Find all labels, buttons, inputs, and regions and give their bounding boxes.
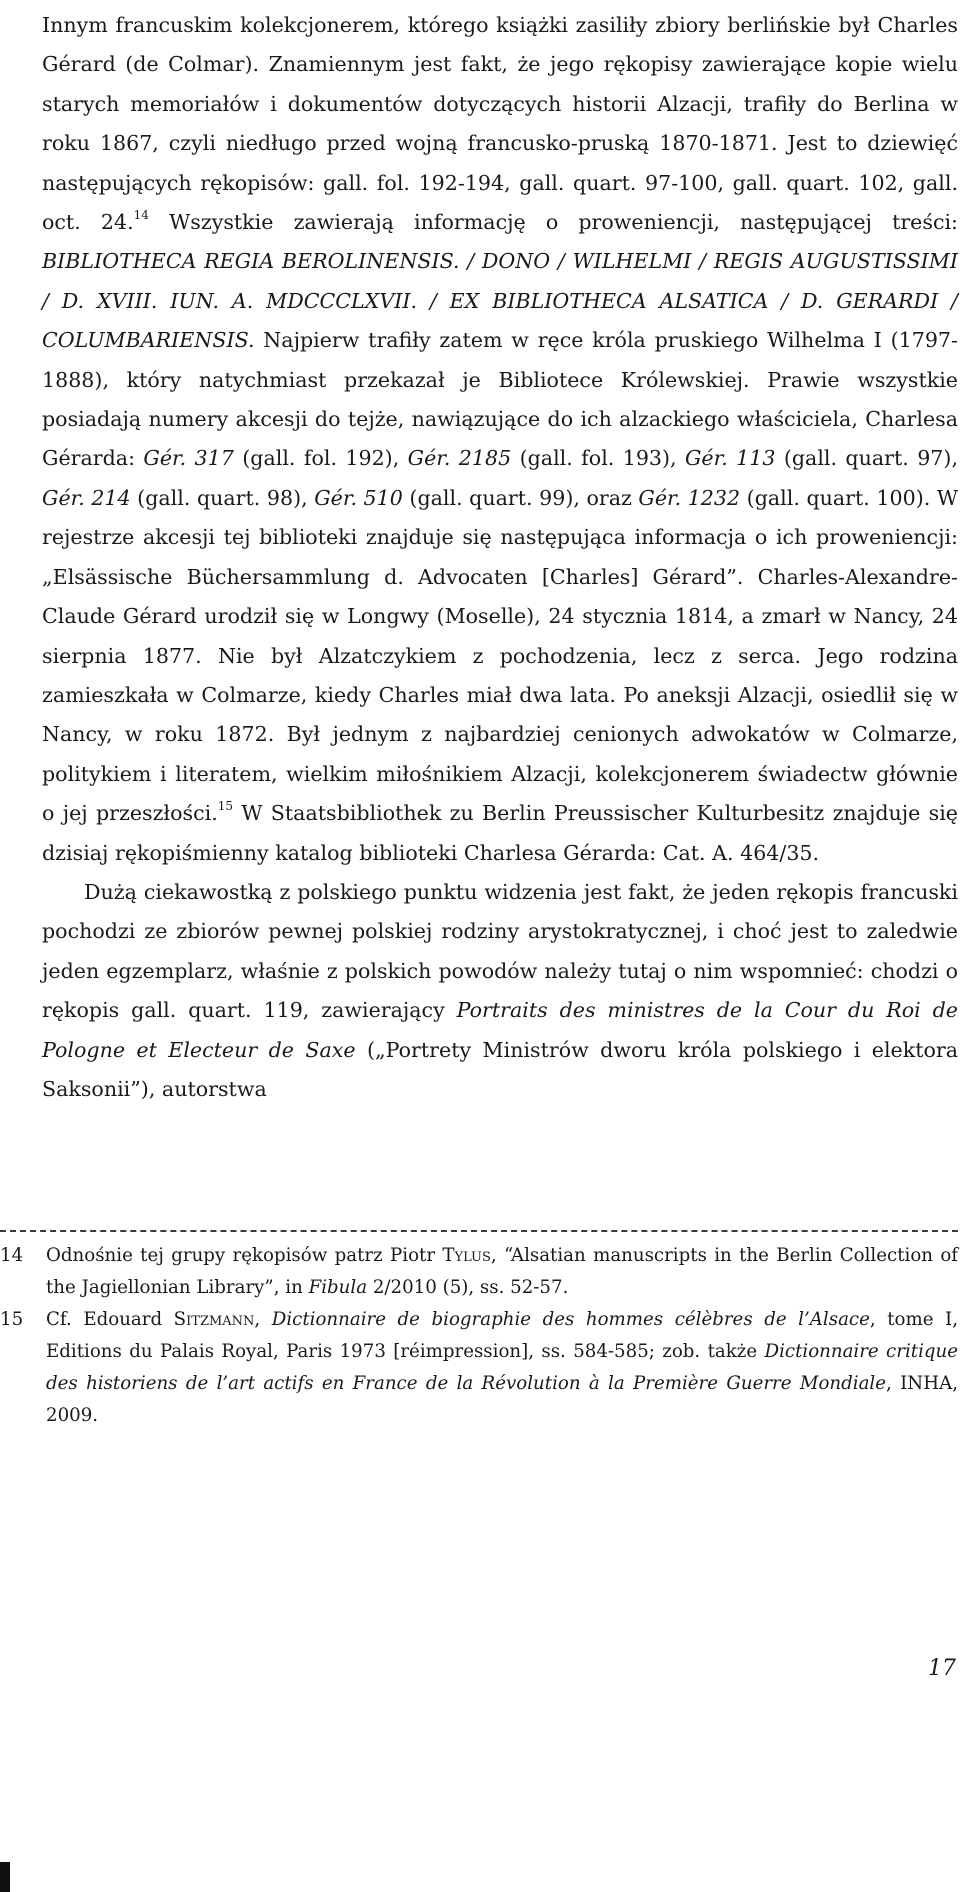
journal-title: Fibula: [308, 1277, 368, 1298]
footnote-divider: [0, 1230, 958, 1232]
text-run: , INHA, 2009.: [46, 1373, 958, 1426]
footnote-15: [0, 1304, 958, 1432]
text-run: Innym francuskim kolekcjonerem, którego książki zasiliły zbiory berlińskie był Charles Gérard (de Colmar). Znamiennym jest fakt, że jego rękopisy zawierające kopie wielu starych memoriałów i dokumentów dotyczących historii Alzacji, trafiły do Berlina w roku 1867, czyli niedługo przed wojną francusko-pruską 1870-1871. Jest to dziewięć następujących rękopisów: gall. fol. 192-194, gall. quart. 97-100, gall. quart. 102, gall. oct. 24.: [42, 13, 958, 235]
text-run: Odnośnie tej grupy rękopisów patrz Piotr: [46, 1245, 443, 1266]
crop-mark: [0, 1862, 10, 1892]
accession-number: Gér. 317: [143, 446, 234, 471]
text-run: („Portrety Ministrów dworu króla polskiego i elektora Saksonii”), autorstwa: [42, 1037, 959, 1101]
text-run: (gall. fol. 193),: [511, 446, 685, 471]
footnote-text: [46, 1240, 958, 1304]
provenance-inscription: BIBLIOTHECA REGIA BEROLINENSIS. / DONO / WILHELMI / REGIS AUGUSTISSIMI / D. XVIII. IUN. A. MDCCCLXVII. / EX BIBLIOTHECA ALSATICA / D. GERARDI / COLUMBARIENSIS.: [42, 249, 958, 353]
footnote-text: [46, 1304, 958, 1432]
text-run: , “Alsatian manuscripts in the Berlin Collection of the Jagiellonian Library”, in: [46, 1245, 958, 1298]
text-run: Najpierw trafiły zatem w ręce króla pruskiego Wilhelma I (1797-1888), który natychmiast przekazał je Bibliotece Królewskiej. Prawie wszystkie posiadają numery akcesji do tejże, nawiązujące do ich alzackiego właściciela, Charlesa Gérarda:: [42, 328, 958, 471]
accession-number: Gér. 113: [684, 446, 776, 471]
footnote-ref-14[interactable]: 14: [133, 208, 149, 223]
author-surname: Sitzmann: [173, 1309, 255, 1330]
footnote-ref-15[interactable]: 15: [217, 799, 234, 814]
text-run: (gall. quart. 100). W rejestrze akcesji tej biblioteki znajduje się następująca informacja o ich proweniencji: „Elsässische Büchersammlung d. Advocaten [Charles] Gérard”. Charles-Alexandre-Claude Gérard urodził się w Longwy (Moselle), 24 stycznia 1814, a zmarł w Nancy, 24 sierpnia 1877. Nie był Alzatczykiem z pochodzenia, lecz z serca. Jego rodzina zamieszkała w Colmarze, kiedy Charles miał dwa lata. Po aneksji Alzacji, osiedlił się w Nancy, w roku 1872. Był jednym z najbardziej cenionych adwokatów w Colmarze, politykiem i literatem, wielkim miłośnikiem Alzacji, kolekcjonerem świadectw głównie o jej przeszłości.: [42, 485, 958, 826]
text-run: (gall. fol. 192),: [233, 446, 408, 471]
footnote-number: 14: [0, 1245, 24, 1266]
text-run: W Staatsbibliothek zu Berlin Preussischer Kulturbesitz znajduje się dzisiaj rękopiśmienny katalog biblioteki Charlesa Gérarda: Cat. A. 464/35.: [42, 801, 958, 865]
page-number: 17: [928, 1656, 956, 1681]
text-run: (gall. quart. 97),: [775, 446, 958, 471]
paragraph-2: [42, 873, 958, 1109]
accession-number: Gér. 510: [314, 485, 403, 510]
text-run: Cf. Edouard: [46, 1309, 174, 1330]
book-title: Dictionnaire de biographie des hommes célèbres de l’Alsace: [271, 1309, 870, 1330]
footnotes: [0, 1240, 958, 1432]
book-title: Dictionnaire critique des historiens de l’art actifs en France de la Révolution à la Première Guerre Mondiale: [46, 1341, 959, 1394]
accession-number: Gér. 214: [42, 485, 131, 510]
author-surname: Tylus: [442, 1245, 491, 1266]
paragraph-1: [42, 6, 958, 873]
footnote-14: [0, 1240, 958, 1304]
text-run: , tome I, Editions du Palais Royal, Paris 1973 [réimpression], ss. 584-585; zob. także: [46, 1309, 958, 1362]
text-run: Dużą ciekawostką z polskiego punktu widzenia jest fakt, że jeden rękopis francuski pochodzi ze zbiorów pewnej polskiej rodziny arystokratycznej, i choć jest to zaledwie jeden egzemplarz, właśnie z polskich powodów należy tutaj o nim wspomnieć: chodzi o rękopis gall. quart. 119, zawierający: [42, 879, 958, 1023]
accession-number: Gér. 1232: [638, 485, 741, 510]
text-run: Wszystkie zawierają informację o proweniencji, następującej treści:: [148, 210, 958, 235]
footnote-number: 15: [0, 1309, 24, 1330]
manuscript-title: Portraits des ministres de la Cour du Roi de Pologne et Electeur de Saxe: [42, 998, 958, 1062]
text-run: (gall. quart. 98),: [130, 485, 315, 510]
text-run: ,: [254, 1309, 272, 1330]
text-run: 2/2010 (5), ss. 52-57.: [367, 1277, 569, 1298]
main-text: [42, 6, 958, 1109]
text-run: (gall. quart. 99), oraz: [402, 485, 639, 510]
accession-number: Gér. 2185: [407, 446, 512, 471]
